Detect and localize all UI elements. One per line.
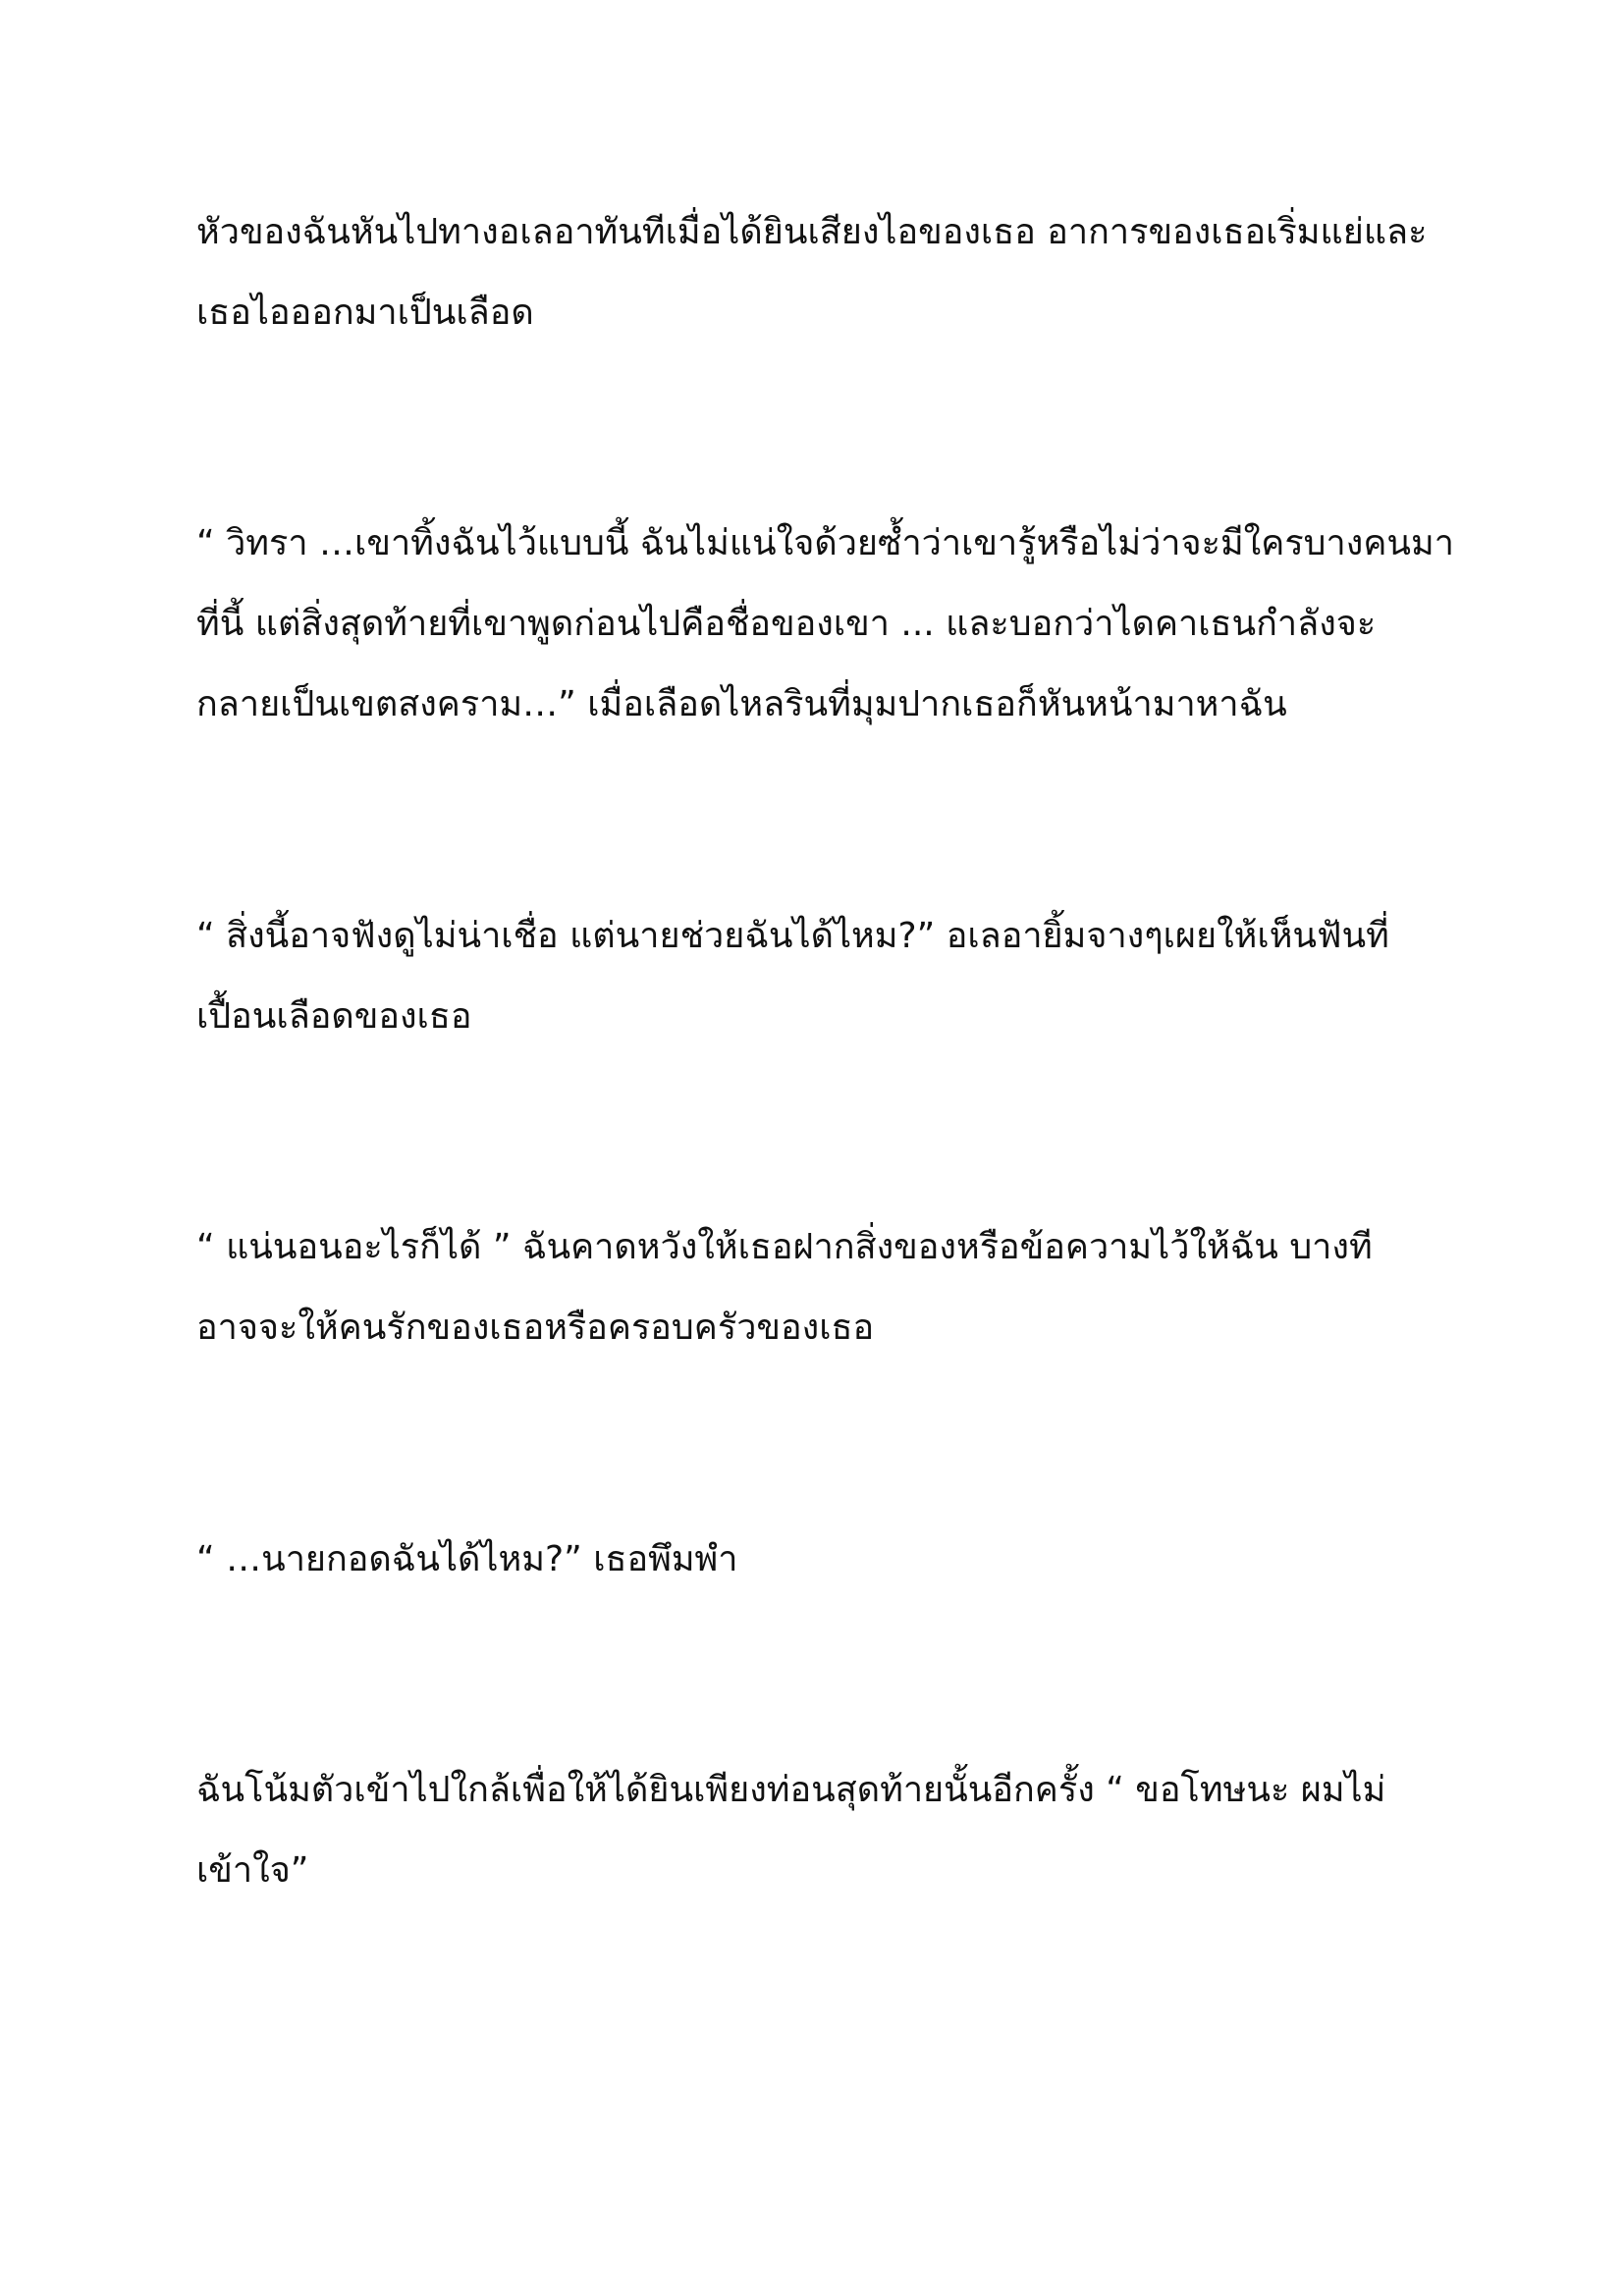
text-line: อาจจะให้คนรักของเธอหรือครอบครัวของเธอ — [196, 1308, 875, 1348]
paragraph-4 — [196, 1207, 1434, 1368]
text-line: เปื้อนเลือดของเธอ — [196, 996, 472, 1037]
text-line: กลายเป็นเขตสงคราม…” เมื่อเลือดไหลรินที่มุมปากเธอก็หันหน้ามาหาฉัน — [196, 684, 1287, 724]
text-line: เข้าใจ” — [196, 1850, 309, 1891]
text-line: เธอไอออกมาเป็นเลือด — [196, 293, 534, 333]
text-line: ที่นี้ แต่สิ่งสุดท้ายที่เขาพูดก่อนไปคือชื่อของเขา ... และบอกว่าไดคาเธนกำลังจะ — [196, 604, 1377, 644]
paragraph-3 — [196, 896, 1434, 1057]
text-line: “ วิทรา …เขาทิ้งฉันไว้แบบนี้ ฉันไม่แน่ใจด้วยซ้ำว่าเขารู้หรือไม่ว่าจะมีใครบางคนมา — [196, 523, 1454, 563]
text-line: “ สิ่งนี้อาจฟังดูไม่น่าเชื่อ แต่นายช่วยฉันได้ไหม?” อเลอายิ้มจางๆเผยให้เห็นฟันที่ — [196, 916, 1389, 956]
text-line: “ …นายกอดฉันได้ไหม?” เธอพึมพำ — [196, 1539, 738, 1579]
text-line: หัวของฉันหันไปทางอเลอาทันทีเมื่อได้ยินเสียงไอของเธอ อาการของเธอเริ่มแย่และ — [196, 212, 1428, 252]
paragraph-5 — [196, 1520, 1434, 1600]
paragraph-6 — [196, 1750, 1434, 1911]
text-line: “ แน่นอนอะไรก็ได้ ” ฉันคาดหวังให้เธอฝากสิ่งของหรือข้อความไว้ให้ฉัน บางที — [196, 1227, 1373, 1267]
paragraph-2 — [196, 504, 1454, 745]
text-line: ฉันโน้มตัวเข้าไปใกล้เพื่อให้ได้ยินเพียงท่อนสุดท้ายนั้นอีกครั้ง “ ขอโทษนะ ผมไม่ — [196, 1770, 1386, 1810]
paragraph-1 — [196, 192, 1434, 353]
